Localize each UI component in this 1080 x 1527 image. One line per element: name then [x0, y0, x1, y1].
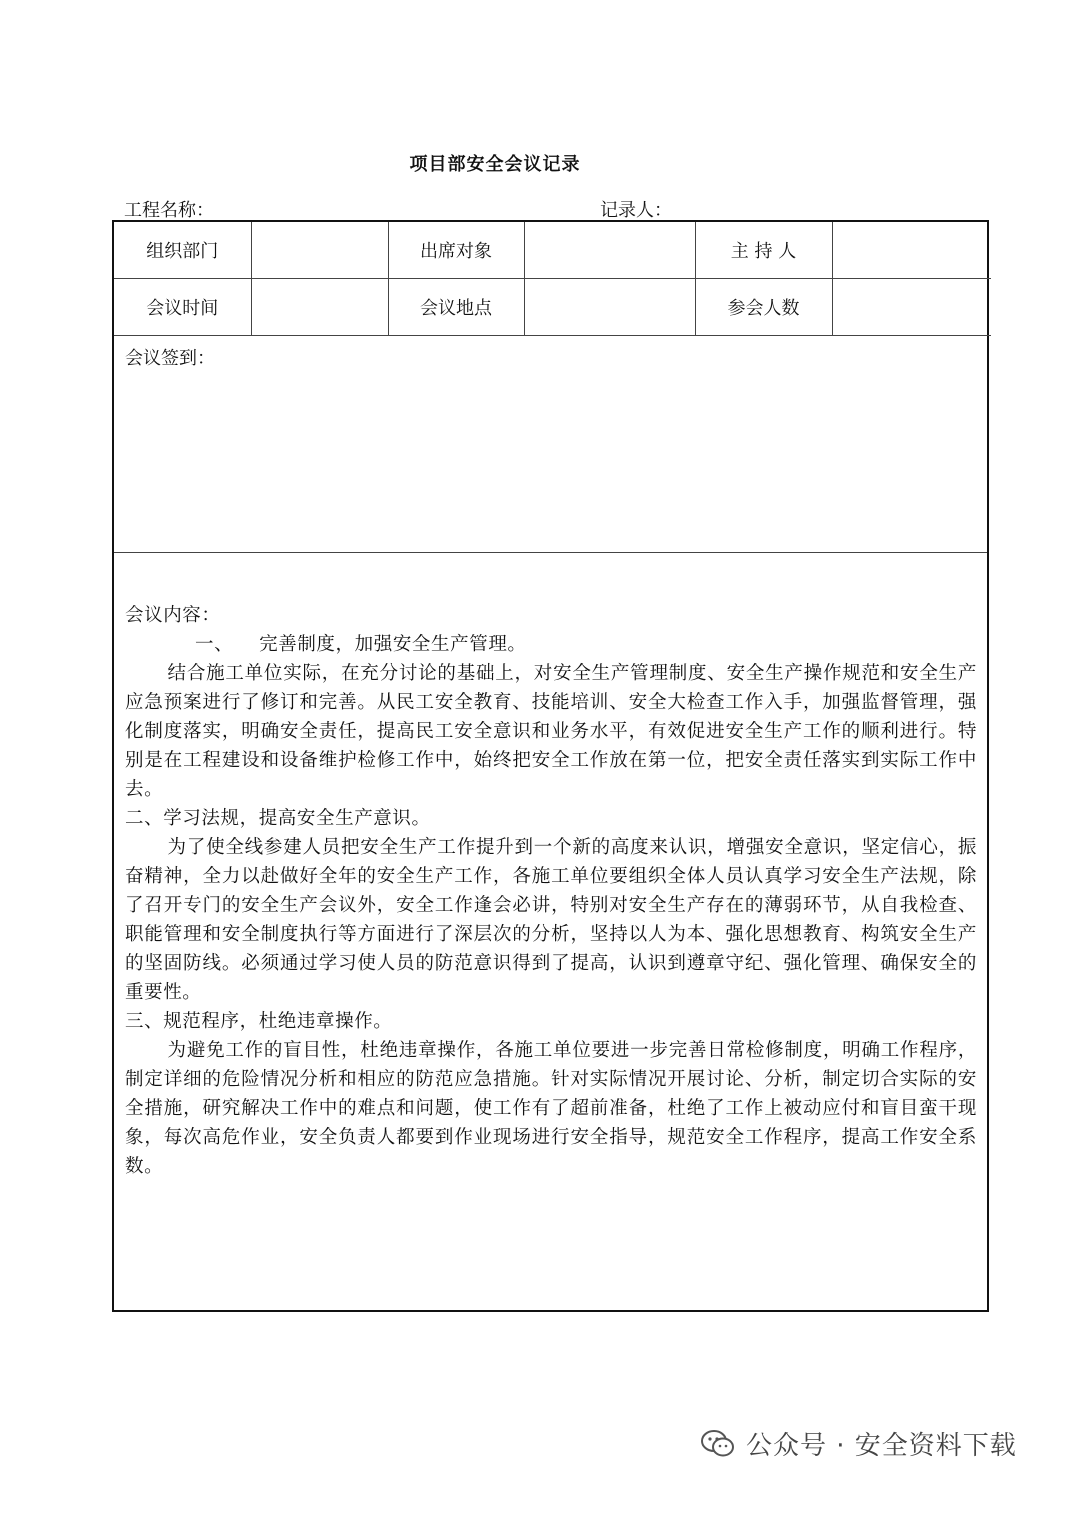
- watermark-text: 公众号 · 安全资料下载: [746, 1431, 1017, 1461]
- meeting-location-label: 会议地点: [388, 279, 524, 336]
- meeting-time-value[interactable]: [251, 279, 388, 336]
- organizer-value[interactable]: [251, 222, 388, 279]
- meeting-location-value[interactable]: [524, 279, 695, 336]
- recorder-label: 记录人：: [600, 200, 672, 221]
- content-label: 会议内容：: [125, 605, 221, 626]
- meeting-time-label: 会议时间: [114, 279, 251, 336]
- wechat-icon: [700, 1429, 736, 1459]
- attendees-label: 出席对象: [388, 222, 524, 279]
- footer-watermark: [700, 1425, 1017, 1462]
- meeting-content-section: [114, 553, 987, 1181]
- info-table: [114, 222, 991, 336]
- section2-heading: 二、学习法规，提高安全生产意识。: [125, 808, 431, 829]
- section3-heading: 三、规范程序，杜绝违章操作。: [125, 1011, 393, 1032]
- section2-body: 为了使全线参建人员把安全生产工作提升到一个新的高度来认识，增强安全意识，坚定信心，振奋精神，全力以赴做好全年的安全生产工作，各施工单位要组织全体人员认真学习安全生产法规，除了召开专门的安全生产会议外，安全工作逢会必讲，特别对安全生产存在的薄弱环节，从自我检查、职能管理和安全制度执行等方面进行了深层次的分析，坚持以人为本、强化思想教育、构筑安全生产的坚固防线。必须通过学习使人员的防范意识得到了提高，认识到遵章守纪、强化管理、确保安全的重要性。: [125, 837, 977, 1003]
- participant-count-value[interactable]: [832, 279, 991, 336]
- host-label: 主 持 人: [695, 222, 832, 279]
- participant-count-label: 参会人数: [695, 279, 832, 336]
- section1-body: 结合施工单位实际，在充分讨论的基础上，对安全生产管理制度、安全生产操作规范和安全生产应急预案进行了修订和完善。从民工安全教育、技能培训、安全大检查工作入手，加强监督管理，强化制度落实，明确安全责任，提高民工安全意识和业务水平，有效促进安全生产工作的顺利进行。特别是在工程建设和设备维护检修工作中，始终把安全工作放在第一位，把安全责任落实到实际工作中去。: [125, 663, 977, 800]
- section3-body: 为避免工作的盲目性，杜绝违章操作，各施工单位要进一步完善日常检修制度，明确工作程序，制定详细的危险情况分析和相应的防范应急措施。针对实际情况开展讨论、分析，制定切合实际的安全措施，研究解决工作中的难点和问题，使工作有了超前准备，杜绝了工作上被动应付和盲目蛮干现象，每次高危作业，安全负责人都要到作业现场进行安全指导，规范安全工作程序，提高工作安全系数。: [125, 1040, 977, 1177]
- host-value[interactable]: [832, 222, 991, 279]
- organizer-label: 组织部门: [114, 222, 251, 279]
- info-row-2: [114, 279, 991, 336]
- signin-section[interactable]: [114, 336, 987, 553]
- signin-label: 会议签到：: [125, 348, 215, 369]
- project-name-label: 工程名称：: [124, 200, 214, 221]
- section1-heading: 一、 完善制度，加强安全生产管理。: [195, 634, 527, 655]
- page-title: 项目部安全会议记录: [409, 154, 581, 175]
- meeting-record-form: [112, 220, 989, 1312]
- attendees-value[interactable]: [524, 222, 695, 279]
- info-row-1: [114, 222, 991, 279]
